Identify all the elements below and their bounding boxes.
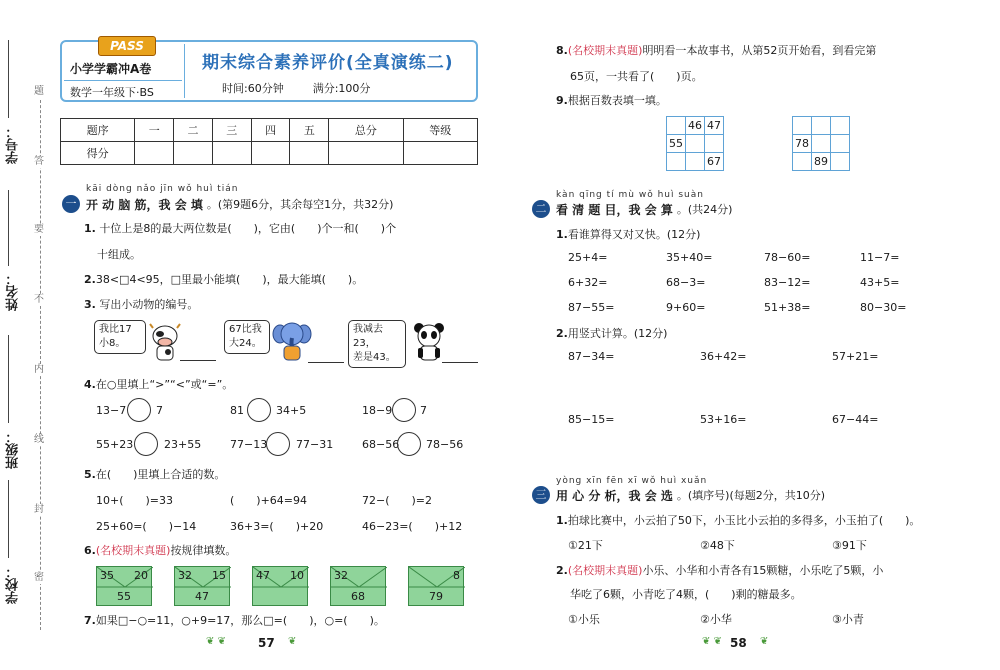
grid-cell: 67 [705,153,724,171]
grid-cell[interactable] [667,153,686,171]
bubble-line: 我减去23， 差是43。 [353,324,396,363]
grid-cell[interactable] [686,135,705,153]
question-2: 2.38<□4<95，□里最小能填( )，最大能填( )。 [84,273,364,286]
hundred-grid-2 [792,116,850,171]
compare-left: 55+23 [96,438,134,451]
pattern-card[interactable] [408,566,464,606]
seal-char: 密 [34,572,44,583]
section-note: 。(填序号)(每题2分，共10分) [676,489,826,502]
score-row-label: 得分 [61,142,135,165]
option[interactable]: ③小青 [832,613,864,626]
card-left-num: 32 [178,569,192,582]
page-number: 57 [258,636,275,650]
score-cell[interactable] [174,142,213,165]
grid-cell[interactable] [705,135,724,153]
card-bottom-num: 68 [351,590,365,603]
calc-item: 11−7= [860,251,900,264]
question-5: 5.在( )里填上合适的数。 [84,468,226,481]
calc-item: 43+5= [860,276,900,289]
pattern-card[interactable] [96,566,152,606]
compare-left: 81 [230,404,244,417]
score-head: 三 [212,119,251,142]
vertical-calc: 67−44= [832,413,879,426]
s3-question-2: 2.(名校期末真题)小乐、小华和小青各有15颗糖，小乐吃了5颗，小 [556,564,884,577]
question-4: 4.在○里填上“>”“<”或“=”。 [84,378,234,391]
grid-cell[interactable] [793,153,812,171]
section-note: 。(第9题6分，其余每空1分，共32分) [206,198,394,211]
calc-item: 51+38= [764,301,811,314]
page-number: 58 [730,636,747,650]
calc-item: 6+32= [568,276,608,289]
calc-item: 25+4= [568,251,608,264]
school-line[interactable] [8,480,9,558]
vertical-calc: 57+21= [832,350,879,363]
section-number: 一 [62,195,80,213]
s3-question-2-cont: 华吃了6颗，小青吃了4颗，( )剩的糖最多。 [570,588,802,601]
card-left-num: 32 [334,569,348,582]
compare-right: 7 [420,404,427,417]
fill-item: 10+( )=33 [96,494,174,507]
grid-cell[interactable] [831,117,850,135]
compare-right: 77−31 [296,438,334,451]
fill-item: ( )+64=94 [230,494,308,507]
question-6: 6.(名校期末真题)按规律填数。 [84,544,237,557]
calc-item: 78−60= [764,251,811,264]
section-number: 二 [532,200,550,218]
score-cell[interactable] [403,142,477,165]
option[interactable]: ③91下 [832,539,867,552]
fill-item: 46−23=( )+12 [362,520,463,533]
section-3-header [532,486,825,504]
section-title: 开 动 脑 筋，我 会 填 [86,197,203,212]
score-cell[interactable] [135,142,174,165]
question-1: 1. 十位上是8的最大两位数是( )，它由( )个一和( )个 [84,222,397,235]
calc-item: 80−30= [860,301,907,314]
card-right-num: 15 [212,569,226,582]
section-number: 三 [532,486,550,504]
section-note: 。(共24分) [676,203,733,216]
question-1-cont: 十组成。 [97,248,141,261]
compare-left: 68−56 [362,438,400,451]
compare-left: 13−7 [96,404,127,417]
option[interactable]: ②小华 [700,613,732,626]
grid-cell: 47 [705,117,724,135]
card-left-num: 47 [256,569,270,582]
fill-item: 36+3=( )+20 [230,520,324,533]
card-right-num: 20 [134,569,148,582]
question-8-cont: 65页，一共看了( )页。 [570,70,703,83]
grid-cell: 46 [686,117,705,135]
option[interactable]: ①21下 [568,539,603,552]
vertical-calc: 53+16= [700,413,747,426]
exam-full-score: 满分:100分 [312,82,371,95]
question-7: 7.如果□−○=11，○+9=17，那么□=( )，○=( )。 [84,614,385,627]
sprout-icon: ❦ ❦ [206,636,226,647]
card-left-num: 35 [100,569,114,582]
question-3: 3. 写出小动物的编号。 [84,298,199,311]
option[interactable]: ①小乐 [568,613,600,626]
s2-question-2: 2.用竖式计算。(12分) [556,327,668,340]
seal-char: 线 [34,434,44,445]
cow-icon [148,322,182,364]
exam-title: 期末综合素养评价(全真演练二) [202,53,454,73]
seal-char: 封 [34,504,44,515]
section-1-header [62,195,393,213]
answer-blank[interactable] [308,362,344,363]
score-head: 四 [251,119,290,142]
compare-circle[interactable] [247,398,271,422]
student-id-line[interactable] [8,40,9,118]
panda-bubble [348,320,406,368]
score-head: 二 [174,119,213,142]
hundred-grid-1 [666,116,724,171]
grid-cell: 55 [667,135,686,153]
grid-cell[interactable] [686,153,705,171]
answer-blank[interactable] [180,360,216,361]
compare-circle[interactable] [134,432,158,456]
compare-right: 23+55 [164,438,202,451]
calc-item: 68−3= [666,276,706,289]
compare-circle[interactable] [127,398,151,422]
sprout-icon: ❦ [760,636,769,647]
name-line[interactable] [8,190,9,266]
compare-right: 7 [156,404,163,417]
score-head: 一 [135,119,174,142]
score-head: 等级 [403,119,477,142]
elephant-icon [272,320,312,364]
s3-question-1: 1.拍球比赛中，小云拍了50下，小玉比小云拍的多得多，小玉拍了( )。 [556,514,921,527]
grid-cell[interactable] [667,117,686,135]
section-pinyin: yòng xīn fēn xī wǒ huì xuǎn [556,476,708,486]
score-head: 总分 [329,119,403,142]
score-head: 题序 [61,119,135,142]
compare-left: 77−13 [230,438,268,451]
card-bottom-num: 55 [117,590,131,603]
compare-right: 78−56 [426,438,464,451]
section-title: 用 心 分 析，我 会 选 [556,488,673,503]
section-pinyin: kàn qīng tí mù wǒ huì suàn [556,190,704,200]
seal-char: 内 [34,364,44,375]
compare-left: 18−9 [362,404,393,417]
question-9: 9.根据百数表填一填。 [556,94,667,107]
question-8: 8.(名校期末真题)明明看一本故事书，从第52页开始看，到看完第 [556,44,877,57]
section-2-header [532,200,732,218]
sprout-icon: ❦ ❦ [702,636,722,647]
card-bottom-num: 79 [429,590,443,603]
s2-question-1: 1.看谁算得又对又快。(12分) [556,228,701,241]
grid-cell[interactable] [793,117,812,135]
vertical-calc: 87−34= [568,350,615,363]
card-bottom-num: 47 [195,590,209,603]
pattern-card[interactable] [252,566,308,606]
vertical-calc: 36+42= [700,350,747,363]
sprout-icon: ❦ [288,636,297,647]
calc-item: 35+40= [666,251,713,264]
calc-item: 87−55= [568,301,615,314]
grid-cell: 78 [793,135,812,153]
bubble-line: 我比17 小8。 [99,324,132,349]
seal-char: 要 [34,224,44,235]
pass-logo: PASS [98,36,156,56]
grid-cell[interactable] [831,135,850,153]
grade-label: 数学一年级下·BS [70,86,154,99]
pattern-card[interactable] [174,566,230,606]
fill-item: 25+60=( )−14 [96,520,197,533]
score-cell[interactable] [212,142,251,165]
seal-char: 答 [34,156,44,167]
calc-item: 83−12= [764,276,811,289]
card-right-num: 10 [290,569,304,582]
grid-cell[interactable] [812,117,831,135]
class-line[interactable] [8,335,9,423]
class-label: 班级： [6,430,21,469]
option[interactable]: ②48下 [700,539,735,552]
cow-bubble [94,320,146,354]
score-cell[interactable] [290,142,329,165]
bubble-line: 67比我 大24。 [229,324,262,349]
compare-circle[interactable] [392,398,416,422]
compare-circle[interactable] [397,432,421,456]
calc-item: 9+60= [666,301,706,314]
score-head: 五 [290,119,329,142]
score-cell[interactable] [251,142,290,165]
fill-item: 72−( )=2 [362,494,433,507]
exam-time: 时间:60分钟 [222,82,284,95]
compare-right: 34+5 [276,404,307,417]
grid-cell: 89 [812,153,831,171]
school-label: 学校： [6,565,21,604]
student-id-label: 学号： [6,125,21,164]
grid-cell[interactable] [812,135,831,153]
card-right-num: 8 [453,569,460,582]
compare-circle[interactable] [266,432,290,456]
exam-meta [222,80,370,96]
section-title: 看 清 题 目，我 会 算 [556,202,673,217]
seal-char: 题 [34,86,44,97]
score-table [60,118,478,165]
answer-blank[interactable] [442,362,478,363]
divider [64,80,182,81]
score-cell[interactable] [329,142,403,165]
exam-header [60,40,478,102]
grid-cell[interactable] [831,153,850,171]
seal-char: 不 [34,294,44,305]
section-pinyin: kāi dòng nǎo jīn wǒ huì tián [86,184,239,194]
divider [184,44,185,98]
pattern-card[interactable] [330,566,386,606]
name-label: 姓名： [6,272,21,311]
vertical-calc: 85−15= [568,413,615,426]
series-name: 小学学霸冲A卷 [70,62,152,76]
elephant-bubble [224,320,270,354]
panda-icon [412,322,446,364]
